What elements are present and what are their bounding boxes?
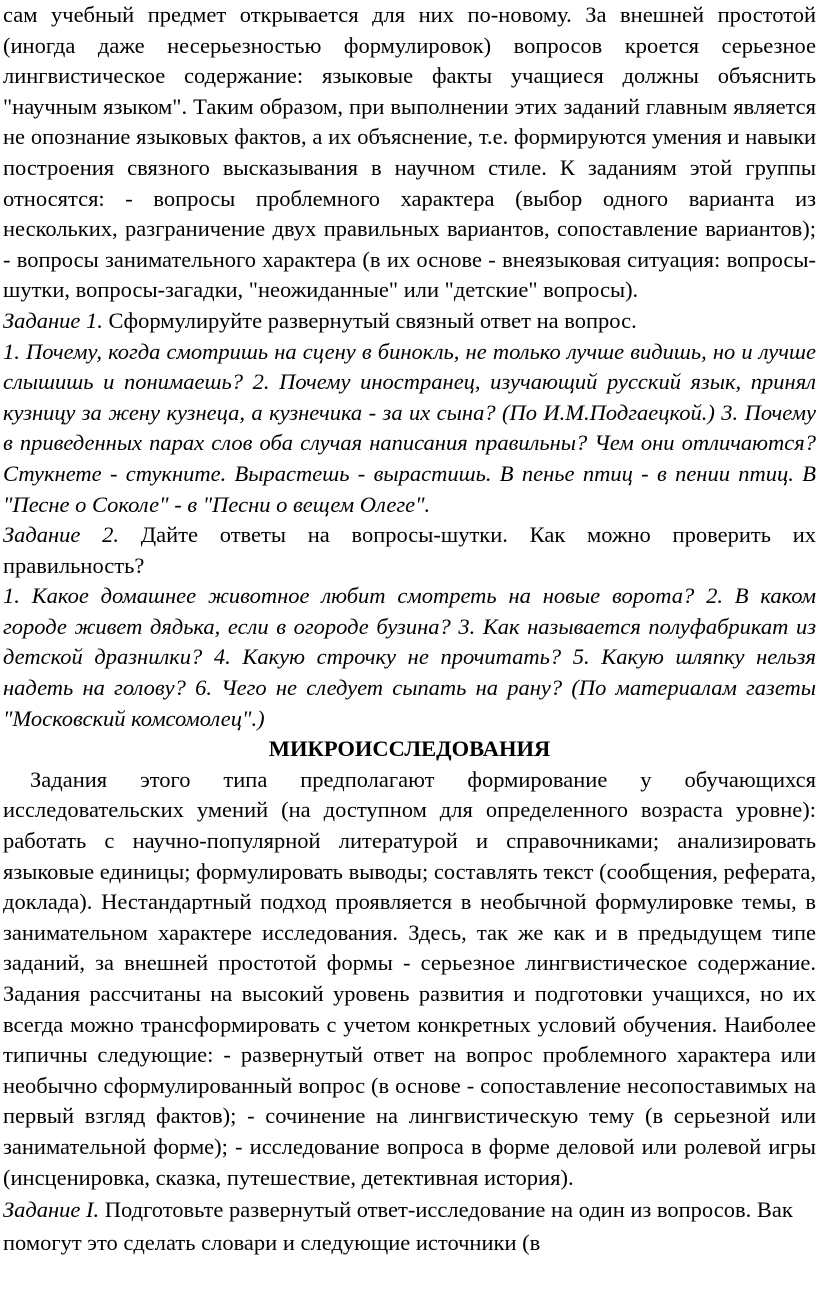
task-3-prompt (3, 1193, 816, 1259)
task-3-text: Подготовьте развернутый ответ-исследование на один из вопросов. Вак помогут это сделать словари и следующие источники (в (3, 1197, 793, 1256)
task-1-questions: 1. Почему, когда смотришь на сцену в бинокль, не только лучше видишь, но и лучше слышишь и понимаешь? 2. Почему иностранец, изучающий русский язык, принял кузницу за жену кузнеца, а кузнечика - за их сына? (По И.М.Подгаецкой.) 3. Почему в приведенных парах слов оба случая написания правильны? Чем они отличаются? Стукнете - стукните. Вырастешь - вырастишь. В пенье птиц - в пении птиц. В "Песне о Соколе" - в "Песни о вещем Олеге". (3, 338, 816, 517)
task-2-text: Дайте ответы на вопросы-шутки. Как можно проверить их правильность? (3, 522, 816, 578)
task-2-questions: 1. Какое домашнее животное любит смотреть на новые ворота? 2. В каком городе живет дядька, если в огороде бузина? 3. Как называется полуфабрикат из детской дразнилки? 4. Какую строчку не прочитать? 5. Какую шляпку нельзя надеть на голову? 6. Чего не следует сыпать на рану? (По материалам газеты "Московский комсомолец".) (3, 583, 816, 731)
task-1-prompt (3, 306, 816, 337)
task-2-prompt (3, 520, 816, 581)
section-heading: МИКРОИССЛЕДОВАНИЯ (268, 736, 551, 762)
task-1-label: Задание 1. (3, 307, 103, 333)
intro-paragraph: сам учебный предмет открывается для них по-новому. За внешней простотой (иногда даже несерьезностью формулировок) вопросов кроется серьезное лингвистическое содержание: языковые факты учащиеся должны объяснить "научным языком". Таким образом, при выполнении этих заданий главным является не опознание языковых фактов, а их объяснение, т.е. формируются умения и навыки построения связного высказывания в научном стиле. К заданиям этой группы относятся: - вопросы проблемного характера (выбор одного варианта из нескольких, разграничение двух правильных вариантов, сопоставление вариантов); - вопросы занимательного характера (в их основе - внеязыковая ситуация: вопросы-шутки, вопросы-загадки, "неожиданные" или "детские" вопросы). (3, 2, 816, 303)
task-2-label: Задание 2. (3, 522, 120, 548)
task-1-text: Сформулируйте развернутый связный ответ на вопрос. (102, 307, 637, 333)
microresearch-paragraph: Задания этого типа предполагают формирование у обучающихся исследовательских умений (на доступном для определенного возраста уровне): работать с научно-популярной литературой и справочниками; анализировать языковые единицы; формулировать выводы; составлять текст (сообщения, реферата, доклада). Нестандартный подход проявляется в необычной формулировке темы, в занимательном характере исследования. Здесь, так же как и в предыдущем типе заданий, за внешней простотой формы - серьезное лингвистическое содержание. Задания рассчитаны на высокий уровень развития и подготовки учащихся, но их всегда можно трансформировать с учетом конкретных условий обучения. Наиболее типичны следующие: - развернутый ответ на вопрос проблемного характера или необычно сформулированный вопрос (в основе - сопоставление несопоставимых на первый взгляд фактов); - сочинение на лингвистическую тему (в серьезной или занимательной форме); - исследование вопроса в форме деловой или ролевой игры (инсценировка, сказка, путешествие, детективная история). (3, 766, 816, 1190)
task-3-label: Задание I. (3, 1197, 100, 1223)
